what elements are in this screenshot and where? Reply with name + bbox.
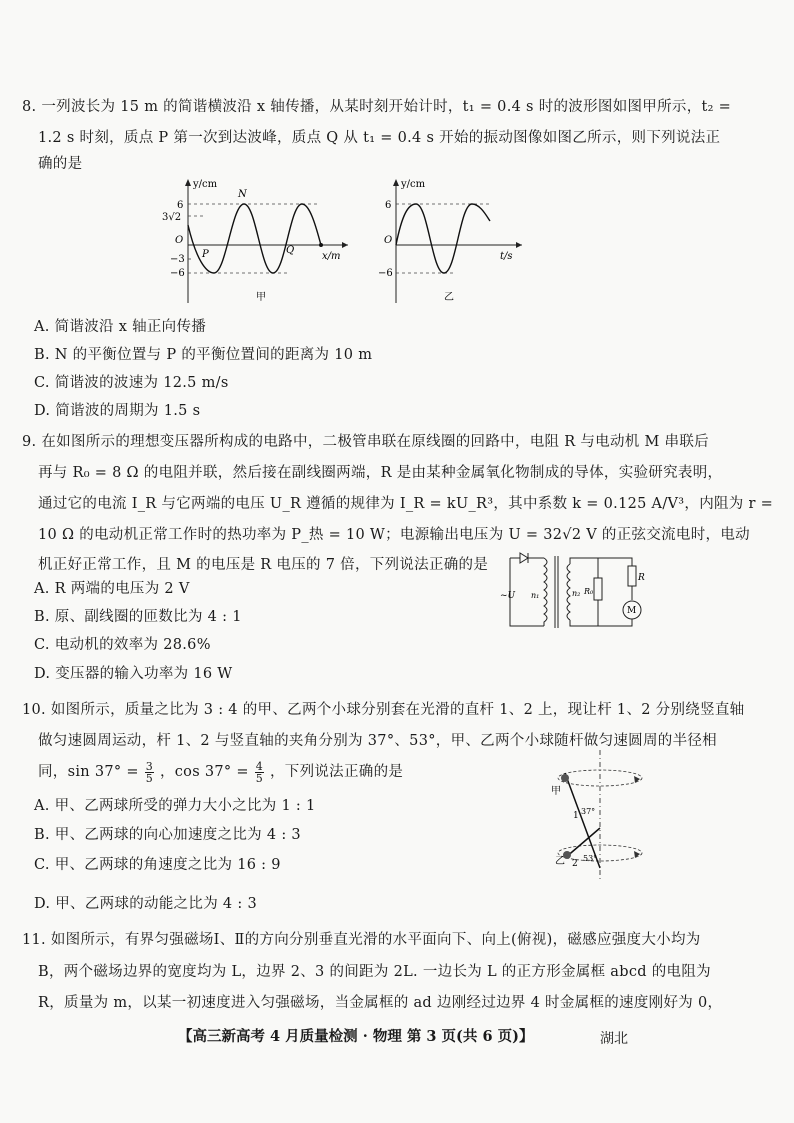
q9-option-c: C. 电动机的效率为 28.6% <box>34 637 211 653</box>
resistor-r0 <box>594 578 602 600</box>
q9-line4: 10 Ω 的电动机正常工作时的热功率为 P_热 = 10 W；电源输出电压为 U = 32√2 V 的正弦交流电时，电动 <box>38 527 750 543</box>
q11-line2: B，两个磁场边界的宽度均为 L，边界 2、3 的间距为 2L. 一边长为 L 的正方形金属框 abcd 的电阻为 <box>38 964 711 980</box>
primary-coil <box>544 558 547 626</box>
point-q <box>319 243 323 247</box>
q10-line1: 10. 如图所示，质量之比为 3 : 4 的甲、乙两个小球分别套在光滑的直杆 1、2 上，现让杆 1、2 分别绕竖直轴 <box>22 702 745 718</box>
q9-line3: 通过它的电流 I_R 与它两端的电压 U_R 遵循的规律为 I_R = kU_R³，其中系数 k = 0.125 A/V³，内阻为 r = <box>38 496 774 512</box>
label-r0: R₀ <box>584 587 594 596</box>
fraction-3-5: $\frac{3}{5}$ <box>145 759 154 785</box>
q9-option-d: D. 变压器的输入功率为 16 W <box>34 666 233 682</box>
q10-option-a: A. 甲、乙两球所受的弹力大小之比为 1 : 1 <box>34 798 316 814</box>
transformer-circuit <box>500 550 650 632</box>
q10-line3-part-a: 同，sin 37° = <box>38 764 139 780</box>
q9-line1: 9. 在如图所示的理想变压器所构成的电路中，二极管串联在原线圈的回路中，电阻 R 与电动机 M 串联后 <box>22 434 709 450</box>
tick-3r2: 3√2 <box>162 212 182 223</box>
vibration-figure-yi <box>372 175 532 315</box>
label-n: N <box>238 189 247 200</box>
q8-line1: 8. 一列波长为 15 m 的简谐横波沿 x 轴传播，从某时刻开始计时，t₁ = 0.4 s 时的波形图如图甲所示，t₂ = <box>22 99 732 115</box>
tick-m6: −6 <box>170 268 185 279</box>
tick-6: 6 <box>177 200 184 211</box>
y-arrow <box>185 179 191 186</box>
q10-line2: 做匀速圆周运动，杆 1、2 与竖直轴的夹角分别为 37°、53°，甲、乙两个小球随杆做匀速圆周的半径相 <box>38 733 717 749</box>
q8-line3: 确的是 <box>38 156 83 172</box>
q10-line3 <box>38 760 403 784</box>
caption-jia: 甲 <box>256 292 266 303</box>
label-jia: 甲 <box>551 786 561 797</box>
tick-6: 6 <box>385 200 392 211</box>
tick-o: O <box>384 235 393 246</box>
q8-option-d: D. 简谐波的周期为 1.5 s <box>34 403 201 419</box>
label-m: M <box>627 606 637 616</box>
q10-line3-part-c: ，下列说法正确的是 <box>269 764 404 780</box>
axis-x-label: t/s <box>500 251 513 262</box>
label-yi: 乙 <box>555 856 565 867</box>
label-ang1: 37° <box>581 807 596 816</box>
label-ang2: 53° <box>583 854 598 863</box>
axis-y-label: y/cm <box>193 179 218 190</box>
q8-option-a: A. 简谐波沿 x 轴正向传播 <box>34 319 207 335</box>
q11-line3: R，质量为 m，以某一初速度进入匀强磁场，当金属框的 ad 边刚经过边界 4 时金属框的速度刚好为 0， <box>38 995 723 1011</box>
wave-curve-jia <box>188 204 321 273</box>
q9-line2: 再与 R₀ = 8 Ω 的电阻并联，然后接在副线圈两端，R 是由某种金属氧化物制成的导体，实验研究表明， <box>38 465 723 481</box>
q10-line3-part-b: ，cos 37° = <box>159 764 249 780</box>
tick-o: O <box>175 235 184 246</box>
label-n1: n₁ <box>531 591 540 600</box>
diode-icon <box>520 553 528 563</box>
x-arrow <box>342 242 348 248</box>
caption-yi: 乙 <box>444 292 454 303</box>
rotating-rods-figure <box>545 748 655 883</box>
tick-m3: −3 <box>170 254 185 265</box>
secondary-coil <box>567 564 570 620</box>
ball-jia <box>561 774 569 782</box>
resistor-r <box>628 566 636 586</box>
label-rod2: 2 <box>572 859 578 869</box>
page-footer: 【高三新高考 4 月质量检测 · 物理 第 3 页(共 6 页)】 <box>178 1028 534 1045</box>
label-n2: n₂ <box>572 589 581 598</box>
q8-option-b: B. N 的平衡位置与 P 的平衡位置间的距离为 10 m <box>34 347 373 363</box>
label-r: R <box>638 573 645 583</box>
label-u: ~U <box>500 591 516 601</box>
label-q: Q <box>286 245 295 256</box>
axis-y-label: y/cm <box>401 179 426 190</box>
q9-line5: 机正好正常工作，且 M 的电压是 R 电压的 7 倍，下列说法正确的是 <box>38 557 489 573</box>
label-rod1: 1 <box>573 811 579 821</box>
q9-option-a: A. R 两端的电压为 2 V <box>34 581 190 597</box>
tick-m6: −6 <box>378 268 393 279</box>
wave-curve-yi <box>396 204 490 273</box>
q10-option-c: C. 甲、乙两球的角速度之比为 16 : 9 <box>34 857 281 873</box>
wave-figure-jia <box>158 175 358 315</box>
q8-line2: 1.2 s 时刻，质点 P 第一次到达波峰，质点 Q 从 t₁ = 0.4 s 开始的振动图像如图乙所示，则下列说法正 <box>38 130 721 146</box>
q10-option-b: B. 甲、乙两球的向心加速度之比为 4 : 3 <box>34 827 301 843</box>
q9-option-b: B. 原、副线圈的匝数比为 4 : 1 <box>34 609 242 625</box>
q11-line1: 11. 如图所示，有界匀强磁场Ⅰ、Ⅱ的方向分别垂直光滑的水平面向下、向上(俯视)，磁感应强度大小均为 <box>22 932 701 948</box>
label-p: P <box>202 249 209 260</box>
fraction-4-5: $\frac{4}{5}$ <box>255 759 264 785</box>
axis-x-label: x/m <box>322 251 341 262</box>
q10-option-d: D. 甲、乙两球的动能之比为 4 : 3 <box>34 896 257 912</box>
region-label: 湖北 <box>600 1031 628 1047</box>
q8-option-c: C. 简谐波的波速为 12.5 m/s <box>34 375 229 391</box>
